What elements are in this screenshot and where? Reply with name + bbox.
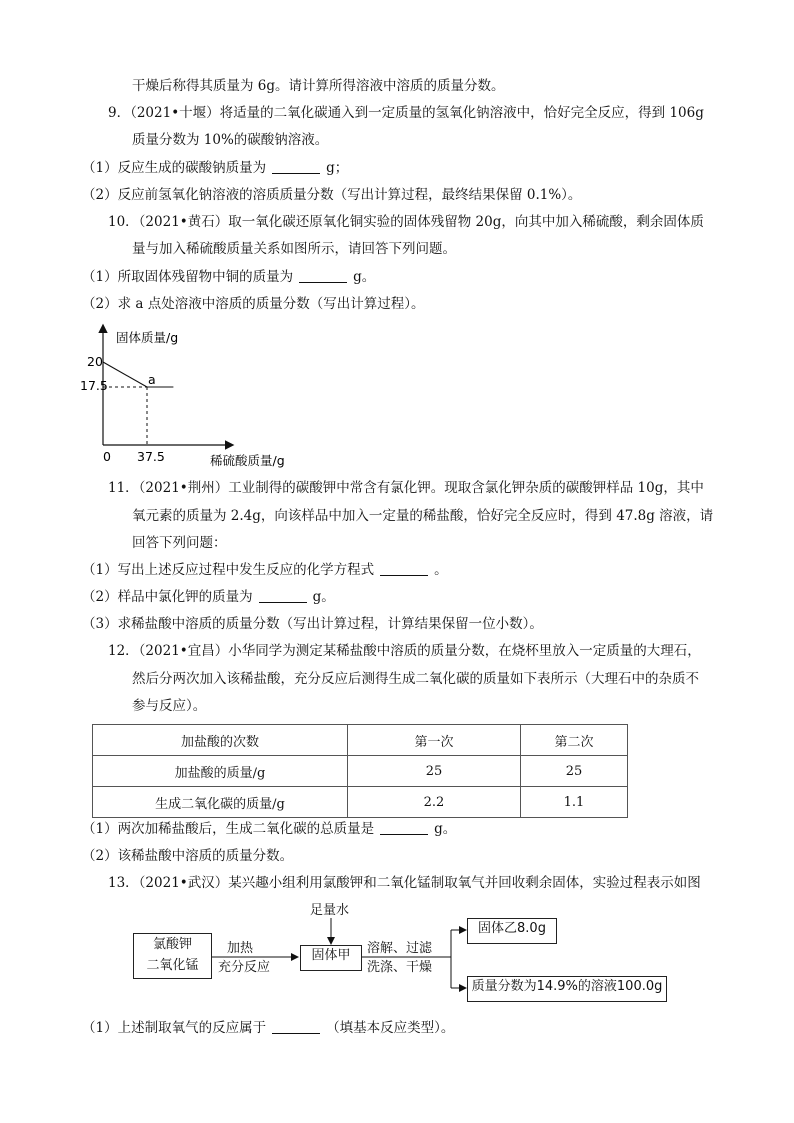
answer-blank <box>272 1019 320 1034</box>
text: （1）反应生成的碳酸钠质量为 <box>82 160 267 176</box>
box-solid-a: 固体甲 <box>300 945 362 971</box>
y-axis-label: 固体质量/g <box>116 330 179 345</box>
text: （1）两次加稀盐酸后，生成二氧化碳的总质量是 <box>82 821 375 837</box>
text: 。 <box>434 562 448 578</box>
text: 氯酸钾 <box>152 937 192 952</box>
text: （1）写出上述反应过程中发生反应的化学方程式 <box>82 562 375 578</box>
table-cell: 25 <box>348 756 521 787</box>
y-tick-label: 17.5 <box>80 378 108 393</box>
table-cell: 1.1 <box>521 787 628 818</box>
table-header-cell: 第二次 <box>521 725 628 756</box>
table-header-cell: 加盐酸的次数 <box>93 725 348 756</box>
text: （1）上述制取氧气的反应属于 <box>82 1020 267 1036</box>
table-cell: 25 <box>521 756 628 787</box>
x-axis-label: 稀硫酸质量/g <box>210 453 285 468</box>
question-13-part-1 <box>82 1018 454 1038</box>
box-solid-b: 固体乙8.0g <box>467 918 557 944</box>
x-tick-label: 0 <box>103 449 111 464</box>
table-header-cell: 第一次 <box>348 725 521 756</box>
label-heat: 加热 <box>227 941 254 956</box>
text-line: 量与加入稀硫酸质量关系如图所示，请回答下列问题。 <box>132 241 456 257</box>
table-cell: 加盐酸的质量/g <box>93 756 348 787</box>
text: 二氧化锰 <box>146 958 199 973</box>
text-line: 回答下列问题： <box>132 535 227 551</box>
label-dissolve: 溶解、过滤 <box>367 941 433 956</box>
question-9-stem: 9．（2021•十堰）将适量的二氧化碳通入到一定质量的氢氧化钠溶液中，恰好完全反应，得到 106g <box>108 105 704 121</box>
text: g； <box>326 160 349 176</box>
point-a-label: a <box>148 372 156 387</box>
text: g。 <box>312 589 335 605</box>
text-line: 参与反应）。 <box>132 698 207 714</box>
label-react: 充分反应 <box>218 960 271 975</box>
question-10-part-2: （2）求 a 点处溶液中溶质的质量分数（写出计算过程）。 <box>82 296 425 312</box>
question-13-stem: 13．（2021•武汉）某兴趣小组利用氯酸钾和二氧化锰制取氧气并回收剩余固体，实验过程表示如图 <box>108 875 701 891</box>
label-wash: 洗涤、干燥 <box>367 960 433 975</box>
text: （1）所取固体残留物中铜的质量为 <box>82 269 294 285</box>
box-solution: 质量分数为14.9%的溶液100.0g <box>467 976 667 1002</box>
text: （填基本反应类型）。 <box>326 1020 455 1036</box>
text-line: 然后分两次加入该稀盐酸，充分反应后测得生成二氧化碳的质量如下表所示（大理石中的杂质不 <box>132 671 699 687</box>
question-11-part-3: （3）求稀盐酸中溶质的质量分数（写出计算过程，计算结果保留一位小数）。 <box>82 616 543 632</box>
text-line: 氧元素的质量为 2.4g，向该样品中加入一定量的稀盐酸，恰好完全反应时，得到 47.8g 溶液，请 <box>132 508 714 524</box>
question-10-stem: 10．（2021•黄石）取一氧化碳还原氧化铜实验的固体残留物 20g，向其中加入稀硫酸，剩余固体质 <box>108 214 704 230</box>
text-line: 干燥后称得其质量为 6g。请计算所得溶液中溶质的质量分数。 <box>132 78 505 94</box>
table-cell: 2.2 <box>348 787 521 818</box>
text: g。 <box>434 821 457 837</box>
question-12-stem: 12．（2021•宜昌）小华同学为测定某稀盐酸中溶质的质量分数，在烧杯里放入一定质量的大理石， <box>108 643 701 659</box>
text-line: 质量分数为 10%的碳酸钠溶液。 <box>132 132 329 148</box>
x-tick-label: 37.5 <box>137 449 165 464</box>
label-water: 足量水 <box>310 903 350 918</box>
y-tick-label: 20 <box>87 354 103 369</box>
question-9-part-2: （2）反应前氢氧化钠溶液的溶质质量分数（写出计算过程，最终结果保留 0.1%）。 <box>82 187 582 203</box>
question-11-stem: 11．（2021•荆州）工业制得的碳酸钾中常含有氯化钾。现取含氯化钾杂质的碳酸钾样品 10g，其中 <box>108 480 704 496</box>
box-reactants <box>133 933 212 979</box>
question-12-part-2: （2）该稀盐酸中溶质的质量分数。 <box>82 848 294 864</box>
text: g。 <box>353 269 376 285</box>
table-cell: 生成二氧化碳的质量/g <box>93 787 348 818</box>
text: （2）样品中氯化钾的质量为 <box>82 589 253 605</box>
